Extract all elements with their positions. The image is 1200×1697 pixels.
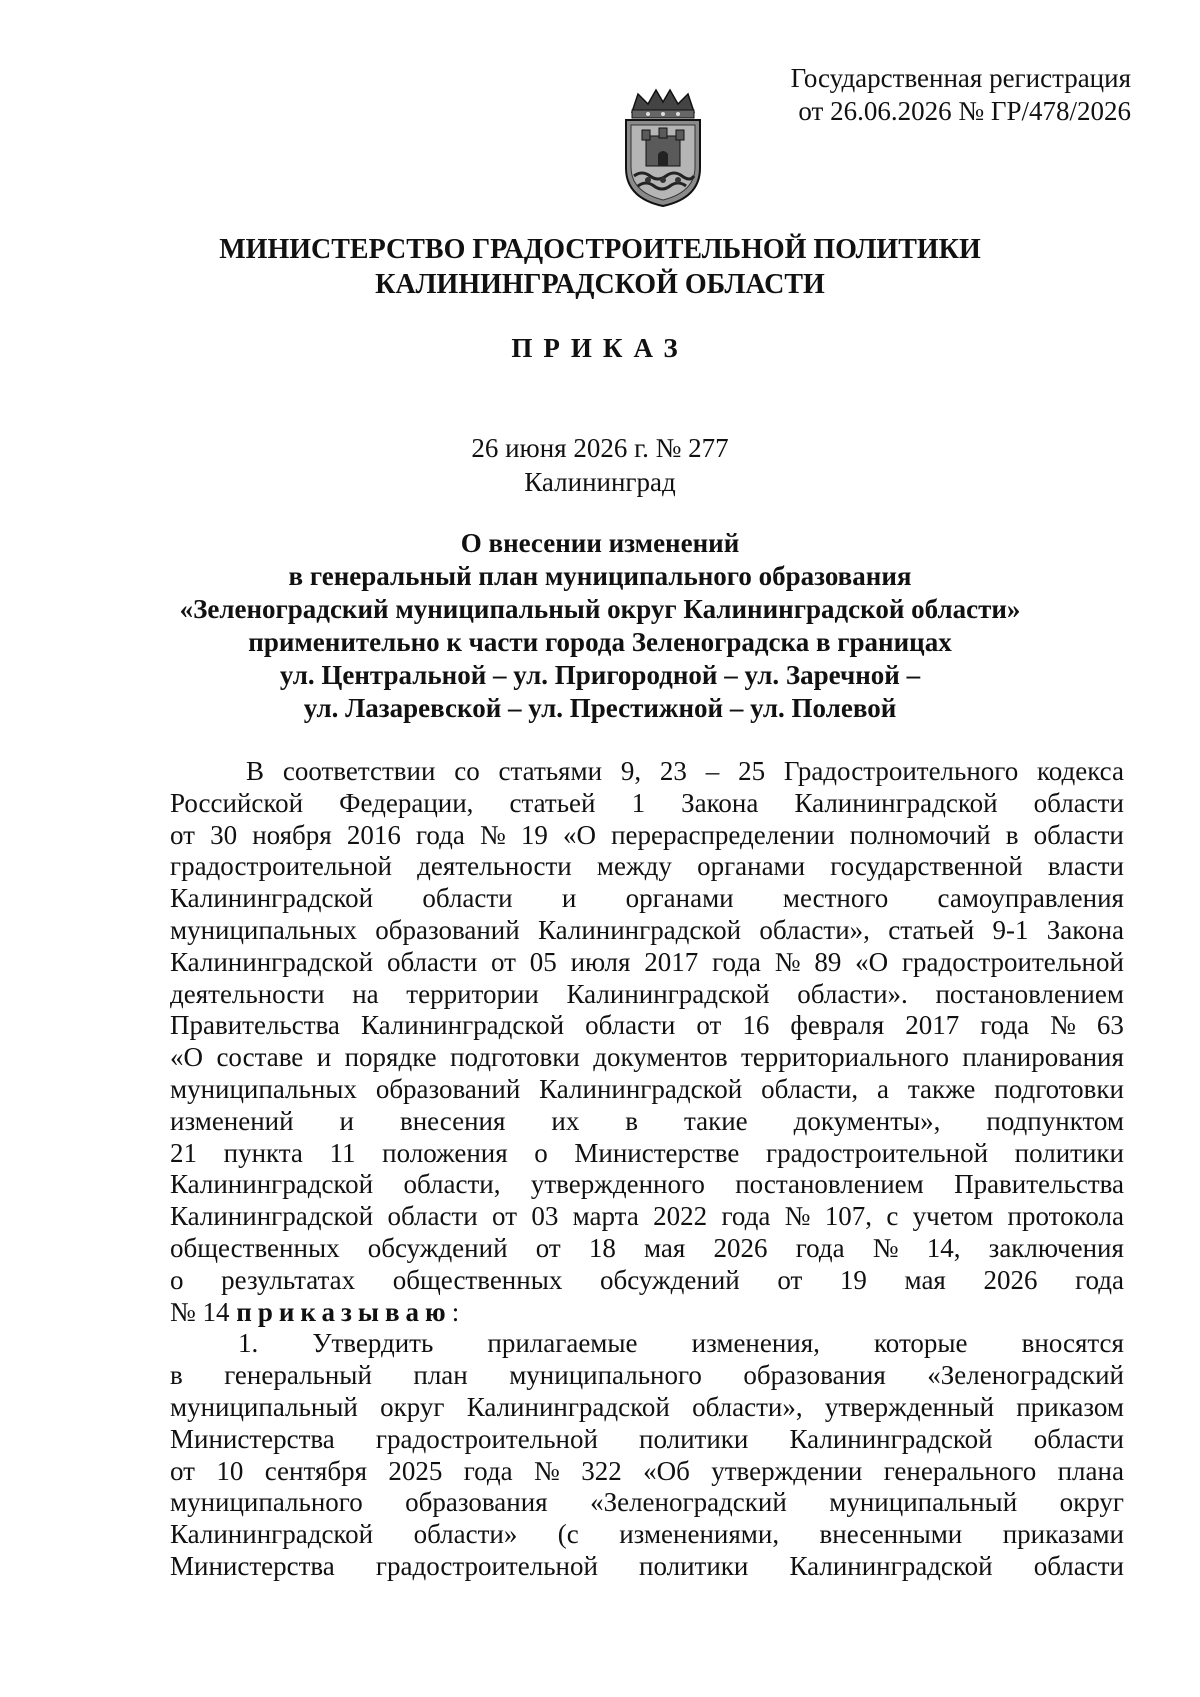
- text-line: [170, 947, 1124, 979]
- word: Калининградской: [170, 883, 374, 914]
- word: внесенными: [819, 1519, 963, 1550]
- word: статьей: [888, 914, 975, 945]
- order-word: приказываю: [236, 1296, 452, 1327]
- word: 03: [531, 1201, 559, 1232]
- text-line: [170, 1519, 1124, 1551]
- word: Российской: [170, 787, 304, 818]
- word: политики: [639, 1550, 749, 1581]
- word: Калининградской: [794, 787, 998, 818]
- word: года: [415, 819, 465, 850]
- word: года: [795, 1232, 845, 1263]
- subject-line: ул. Центральной – ул. Пригородной – ул. Заречной –: [279, 660, 921, 690]
- word: документы»,: [793, 1105, 941, 1136]
- word: органами: [697, 851, 806, 882]
- word: власти: [1047, 851, 1124, 882]
- word: и: [316, 1042, 332, 1073]
- word: «Зеленоградский: [927, 1360, 1124, 1391]
- subject-line: «Зеленоградский муниципальный округ Калининградской области»: [179, 594, 1021, 624]
- text-line: [170, 915, 1124, 947]
- word: протокола: [1007, 1201, 1124, 1232]
- text-line: [170, 883, 1124, 915]
- word: градостроительной: [375, 1550, 598, 1581]
- word: «О: [855, 946, 889, 977]
- word: области»: [413, 1519, 518, 1550]
- word: внесения: [399, 1105, 506, 1136]
- word: образований: [375, 1073, 521, 1104]
- word: Утвердить: [312, 1328, 434, 1359]
- text-line: [170, 979, 1124, 1011]
- word: градостроительной: [766, 1137, 989, 1168]
- word: В: [246, 756, 265, 786]
- order-line: [170, 1297, 1124, 1329]
- text-line: [170, 788, 1124, 820]
- text-line: [170, 1265, 1124, 1297]
- word: 05: [529, 946, 557, 977]
- text-line: [170, 1169, 1124, 1201]
- word: 89: [814, 946, 842, 977]
- word: 19: [520, 819, 548, 850]
- word: 1.: [238, 1328, 259, 1359]
- word: июля: [570, 946, 631, 977]
- word: Калининградской: [466, 1391, 670, 1422]
- date-and-place: [0, 431, 1200, 499]
- text-line: [170, 1360, 1124, 1392]
- word: «О: [562, 819, 596, 850]
- word: муниципальных: [170, 1073, 357, 1104]
- text-line: [170, 1010, 1124, 1042]
- word: области: [1033, 819, 1124, 850]
- text-line: [170, 1328, 1124, 1360]
- text-line: [170, 1551, 1124, 1583]
- word: в: [625, 1105, 639, 1136]
- word: а: [877, 1073, 890, 1104]
- word: плана: [1057, 1455, 1124, 1486]
- word: от: [170, 1455, 195, 1486]
- word: от: [777, 1264, 803, 1295]
- word: градостроительной: [170, 851, 392, 882]
- word: положения: [382, 1137, 508, 1168]
- document-type-heading: ПРИКАЗ: [511, 333, 689, 363]
- word: государственной: [830, 851, 1023, 882]
- text-line: [170, 851, 1124, 883]
- registration-line-2: от 26.06.2026 № ГР/478/2026: [798, 96, 1131, 126]
- text-line: [170, 820, 1124, 852]
- word: Калининградской: [789, 1423, 993, 1454]
- word: 2026: [983, 1264, 1038, 1295]
- word: 10: [216, 1455, 244, 1486]
- text-line: [170, 1138, 1124, 1170]
- item-1-paragraph: [170, 1328, 1124, 1582]
- word: от: [170, 819, 195, 850]
- word: между: [596, 851, 672, 882]
- word: области,: [403, 1169, 501, 1200]
- word: 23: [659, 756, 687, 786]
- word: планирования: [962, 1042, 1124, 1073]
- word: года: [980, 1010, 1030, 1041]
- text-line: [170, 1233, 1124, 1265]
- word: Калининградской: [170, 946, 374, 977]
- word: генерального: [883, 1455, 1037, 1486]
- word: самоуправления: [937, 883, 1124, 914]
- word: 19: [839, 1264, 867, 1295]
- word: градостроительной: [375, 1423, 598, 1454]
- date-number: 26 июня 2026 г. № 277: [471, 433, 729, 463]
- word: подготовки: [994, 1073, 1124, 1104]
- subject-title: [0, 527, 1200, 725]
- word: муниципальных: [170, 914, 357, 945]
- word: постановлением: [935, 978, 1124, 1009]
- word: обсуждений: [367, 1232, 508, 1263]
- word: территориального: [741, 1042, 949, 1073]
- text-line: [170, 1042, 1124, 1074]
- word: Калининградской: [566, 978, 770, 1009]
- word: Калининградской: [539, 1073, 743, 1104]
- word: 2025: [388, 1455, 443, 1486]
- word: года: [1075, 1264, 1124, 1295]
- word: план: [413, 1360, 468, 1391]
- word: ноября: [252, 819, 332, 850]
- word: от: [492, 1201, 517, 1232]
- word: области: [387, 1201, 478, 1232]
- word: 2022: [653, 1201, 708, 1232]
- word: области: [422, 883, 513, 914]
- word: 1: [631, 787, 646, 818]
- subject-line: применительно к части города Зеленоградска в границах: [248, 627, 952, 657]
- word: образования: [405, 1487, 548, 1518]
- word: Министерстве: [574, 1137, 740, 1168]
- word: 2017: [644, 946, 699, 977]
- word: Закона: [681, 787, 759, 818]
- word: градостроительной: [901, 946, 1124, 977]
- word: Калининградской: [170, 1201, 374, 1232]
- word: подпунктом: [986, 1105, 1124, 1136]
- word: мая: [904, 1264, 946, 1295]
- word: утвержденный: [824, 1391, 995, 1422]
- word: 18: [588, 1232, 616, 1263]
- word: мая: [644, 1232, 686, 1263]
- word: области»,: [692, 1391, 803, 1422]
- text-line: [170, 1201, 1124, 1233]
- text-line: [170, 756, 1124, 788]
- word: изменений: [170, 1105, 294, 1136]
- word: 21: [170, 1137, 197, 1168]
- word: года: [463, 1455, 513, 1486]
- word: Закона: [1046, 914, 1124, 945]
- word: составе: [216, 1042, 304, 1073]
- word: приказом: [1016, 1391, 1124, 1422]
- word: Градостроительного: [783, 756, 1019, 786]
- word: утвержденного: [530, 1169, 705, 1200]
- word: года: [721, 1201, 771, 1232]
- word: 2016: [346, 819, 401, 850]
- word: генеральный: [224, 1360, 372, 1391]
- word: от: [491, 946, 516, 977]
- word: Калининградской: [170, 1169, 374, 1200]
- word: 322: [581, 1455, 622, 1486]
- word: которые: [874, 1328, 968, 1359]
- word: местного: [782, 883, 889, 914]
- ministry-title-line-2: КАЛИНИНГРАДСКОЙ ОБЛАСТИ: [375, 269, 825, 300]
- word: в: [170, 1360, 183, 1391]
- order-prefix: № 14: [170, 1296, 237, 1327]
- text-line: [170, 1456, 1124, 1488]
- preamble-paragraph: [170, 756, 1124, 1297]
- word: 16: [742, 1010, 770, 1041]
- word: года: [712, 946, 761, 977]
- word: о: [170, 1264, 184, 1295]
- word: «Об: [643, 1455, 690, 1486]
- word: области»,: [759, 914, 870, 945]
- word: 63: [1096, 1010, 1124, 1041]
- ministry-title: [0, 232, 1200, 302]
- registration-stamp: [791, 62, 1131, 128]
- word: территории: [406, 978, 539, 1009]
- word: заключения: [988, 1232, 1124, 1263]
- word: Министерства: [170, 1423, 335, 1454]
- word: области».: [797, 978, 908, 1009]
- word: соответствии: [282, 756, 436, 786]
- coat-of-arms-icon: [618, 88, 708, 208]
- word: перераспределении: [611, 819, 835, 850]
- word: 11: [329, 1137, 356, 1168]
- word: полномочий: [849, 819, 991, 850]
- word: со: [454, 756, 480, 786]
- word: пункта: [223, 1137, 303, 1168]
- word: сентября: [264, 1455, 367, 1486]
- text-line: [170, 1106, 1124, 1138]
- word: деятельности: [417, 851, 572, 882]
- word: 2026: [713, 1232, 768, 1263]
- word: области,: [761, 1073, 859, 1104]
- word: области: [1033, 1550, 1124, 1581]
- subject-line: О внесении изменений: [460, 528, 740, 558]
- word: марта: [572, 1201, 639, 1232]
- word: Калининградской: [537, 914, 742, 945]
- document-body: [170, 756, 1124, 1583]
- word: округ: [380, 1391, 445, 1422]
- word: порядке: [344, 1042, 437, 1073]
- city: Калининград: [524, 467, 676, 497]
- ministry-title-line-1: МИНИСТЕРСТВО ГРАДОСТРОИТЕЛЬНОЙ ПОЛИТИКИ: [219, 234, 981, 265]
- word: области: [1033, 1423, 1124, 1454]
- word: на: [352, 978, 379, 1009]
- word: от: [696, 1010, 722, 1041]
- word: учетом: [912, 1201, 994, 1232]
- text-line: [170, 1074, 1124, 1106]
- word: муниципального: [170, 1487, 363, 1518]
- word: №: [774, 946, 801, 977]
- word: политики: [1014, 1137, 1124, 1168]
- word: органами: [625, 883, 734, 914]
- word: изменениями,: [619, 1519, 780, 1550]
- word: прилагаемые: [487, 1328, 638, 1359]
- word: приказами: [1002, 1519, 1124, 1550]
- word: 25: [738, 756, 766, 786]
- word: обсуждений: [599, 1264, 740, 1295]
- text-line: [170, 1392, 1124, 1424]
- word: (с: [557, 1519, 579, 1550]
- word: Правительства: [954, 1169, 1124, 1200]
- word: Министерства: [170, 1550, 335, 1581]
- word: их: [551, 1105, 580, 1136]
- word: муниципальный: [170, 1391, 358, 1422]
- word: с: [886, 1201, 899, 1232]
- word: результатах: [221, 1264, 356, 1295]
- word: Правительства: [170, 1010, 340, 1041]
- order-suffix: :: [451, 1296, 460, 1327]
- word: и: [561, 883, 577, 914]
- word: области: [1033, 787, 1124, 818]
- word: о: [534, 1137, 548, 1168]
- word: муниципального: [509, 1360, 702, 1391]
- word: общественных: [170, 1232, 340, 1263]
- word: статьями: [498, 756, 603, 786]
- word: вносятся: [1021, 1328, 1124, 1359]
- text-line: [170, 1424, 1124, 1456]
- word: 107,: [824, 1201, 872, 1232]
- word: также: [907, 1073, 976, 1104]
- word: –: [705, 756, 720, 786]
- word: в: [1005, 819, 1019, 850]
- subject-line: в генеральный план муниципального образования: [288, 561, 912, 591]
- word: такие: [683, 1105, 748, 1136]
- word: постановлением: [735, 1169, 924, 1200]
- word: №: [872, 1232, 899, 1263]
- word: Калининградской: [789, 1550, 993, 1581]
- registration-line-1: Государственная регистрация: [790, 63, 1131, 93]
- word: Калининградской: [170, 1519, 374, 1550]
- word: 14,: [926, 1232, 961, 1263]
- word: февраля: [790, 1010, 885, 1041]
- word: политики: [639, 1423, 749, 1454]
- word: «О: [170, 1042, 203, 1073]
- word: от: [535, 1232, 561, 1263]
- word: №: [784, 1201, 811, 1232]
- word: утверждении: [711, 1455, 863, 1486]
- word: подготовки: [450, 1042, 580, 1073]
- word: деятельности: [170, 978, 325, 1009]
- word: статьей: [509, 787, 596, 818]
- word: общественных: [392, 1264, 563, 1295]
- word: документов: [593, 1042, 728, 1073]
- word: 2017: [905, 1010, 960, 1041]
- word: №: [534, 1455, 560, 1486]
- word: и: [339, 1105, 354, 1136]
- word: 9-1: [992, 914, 1029, 945]
- word: округ: [1059, 1487, 1124, 1518]
- subject-line: ул. Лазаревской – ул. Престижной – ул. Полевой: [303, 693, 897, 723]
- word: изменения,: [691, 1328, 820, 1359]
- word: №: [479, 819, 506, 850]
- word: 9,: [620, 756, 642, 786]
- word: Федерации,: [339, 787, 474, 818]
- word: Калининградской: [360, 1010, 565, 1041]
- text-line: [170, 1487, 1124, 1519]
- word: области: [386, 946, 478, 977]
- word: №: [1050, 1010, 1076, 1041]
- word: кодекса: [1037, 756, 1124, 786]
- word: области: [585, 1010, 676, 1041]
- word: 30: [210, 819, 238, 850]
- word: образований: [375, 914, 520, 945]
- word: образования: [743, 1360, 886, 1391]
- word: муниципальный: [829, 1487, 1018, 1518]
- word: «Зеленоградский: [590, 1487, 787, 1518]
